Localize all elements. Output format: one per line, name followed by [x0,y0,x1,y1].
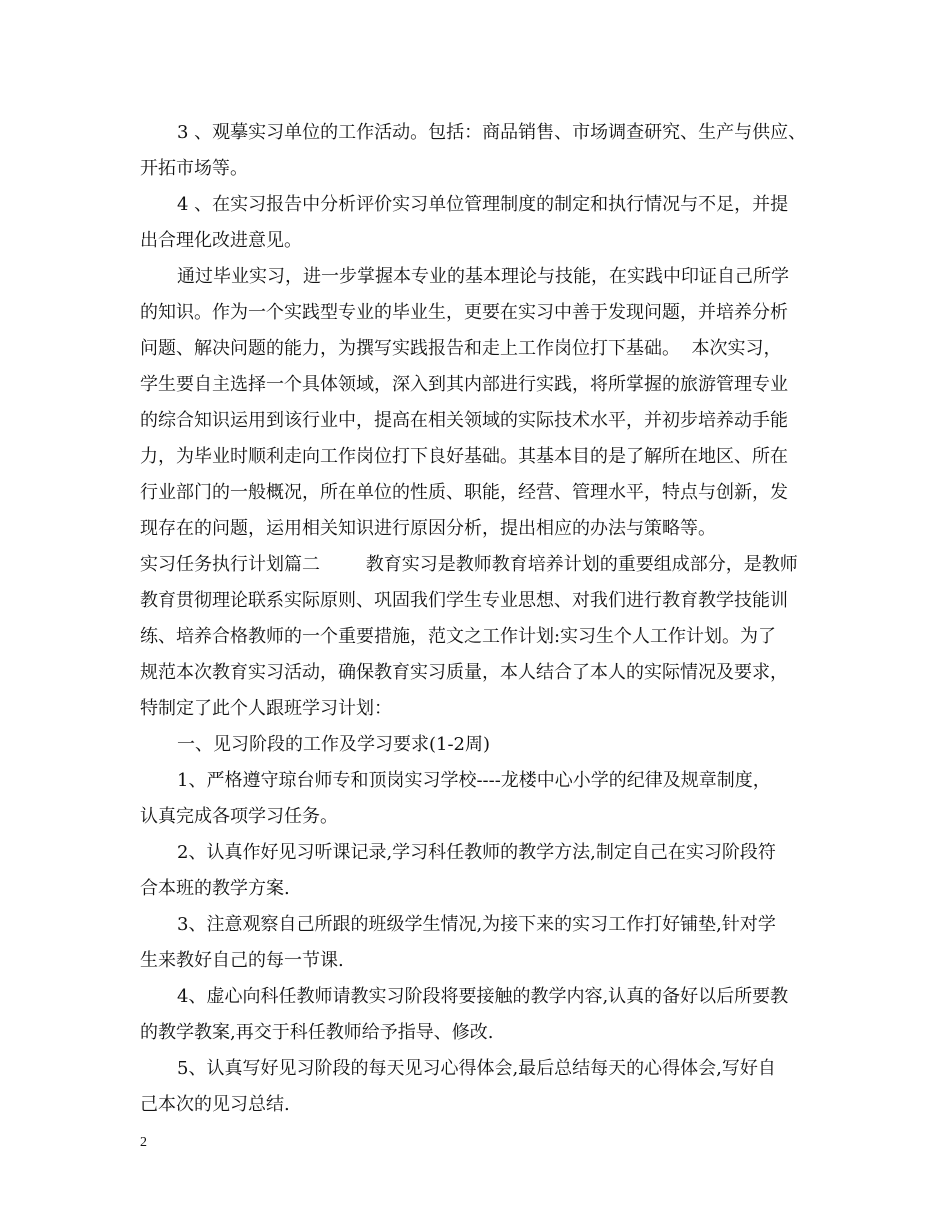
text-line: 2、认真作好见习听课记录,学习科任教师的教学方法,制定自己在实习阶段符 [177,842,776,863]
text-line: 通过毕业实习，进一步掌握本专业的基本理论与技能，在实践中印证自己所学 [177,266,789,287]
text-line: 规范本次教育实习活动，确保教育实习质量，本人结合了本人的实际情况及要求， [140,662,788,683]
text-line: 5、认真写好见习阶段的每天见习心得体会,最后总结每天的心得体会,写好自 [177,1058,776,1079]
text-line: 问题、解决问题的能力，为撰写实践报告和走上工作岗位打下基础。 本次实习， [140,338,782,359]
text-line: 1、严格遵守琼台师专和顶岗实习学校----龙楼中心小学的纪律及规章制度， [177,770,771,791]
text-line: 现存在的问题，运用相关知识进行原因分析，提出相应的办法与策略等。 [140,518,716,539]
text-line: 4、虚心向科任教师请教实习阶段将要接触的教学内容,认真的备好以后所要教 [177,986,789,1007]
text-line: 合本班的教学方案. [140,878,290,899]
text-line: 特制定了此个人跟班学习计划： [140,698,392,719]
text-line: 3 、观摹实习单位的工作活动。包括：商品销售、市场调查研究、生产与供应、 [177,122,807,143]
text-line: 3、注意观察自己所跟的班级学生情况,为接下来的实习工作打好铺垫,针对学 [177,914,776,935]
text-line: 的综合知识运用到该行业中，提高在相关领域的实际技术水平，并初步培养动手能 [140,410,788,431]
text-line: 力，为毕业时顺利走向工作岗位打下良好基础。其基本目的是了解所在地区、所在 [140,446,788,467]
page-number: 2 [140,1135,147,1150]
text-line: 的知识。作为一个实践型专业的毕业生，更要在实习中善于发现问题，并培养分析 [140,302,788,323]
text-line: 认真完成各项学习任务。 [140,806,338,827]
text-line: 己本次的见习总结. [140,1094,290,1115]
text-line: 行业部门的一般概况，所在单位的性质、职能，经营、管理水平，特点与创新，发 [140,482,788,503]
text-line: 开拓市场等。 [140,158,248,179]
text-line: 出合理化改进意见。 [140,230,302,251]
text-line: 练、培养合格教师的一个重要措施，范文之工作计划:实习生个人工作计划。为了 [140,626,777,647]
text-line: 的教学教案,再交于科任教师给予指导、修改. [140,1022,494,1043]
text-line: 教育贯彻理论联系实际原则、巩固我们学生专业思想、对我们进行教育教学技能训 [140,590,788,611]
text-line: 学生要自主选择一个具体领域，深入到其内部进行实践，将所掌握的旅游管理专业 [140,374,788,395]
text-line: 生来教好自己的每一节课. [140,950,344,971]
text-line: 4 、在实习报告中分析评价实习单位管理制度的制定和执行情况与不足，并提 [177,194,789,215]
text-line: 实习任务执行计划篇二 教育实习是教师教育培养计划的重要组成部分，是教师 [140,554,798,575]
section-heading: 一、见习阶段的工作及学习要求(1-2周) [177,734,491,755]
